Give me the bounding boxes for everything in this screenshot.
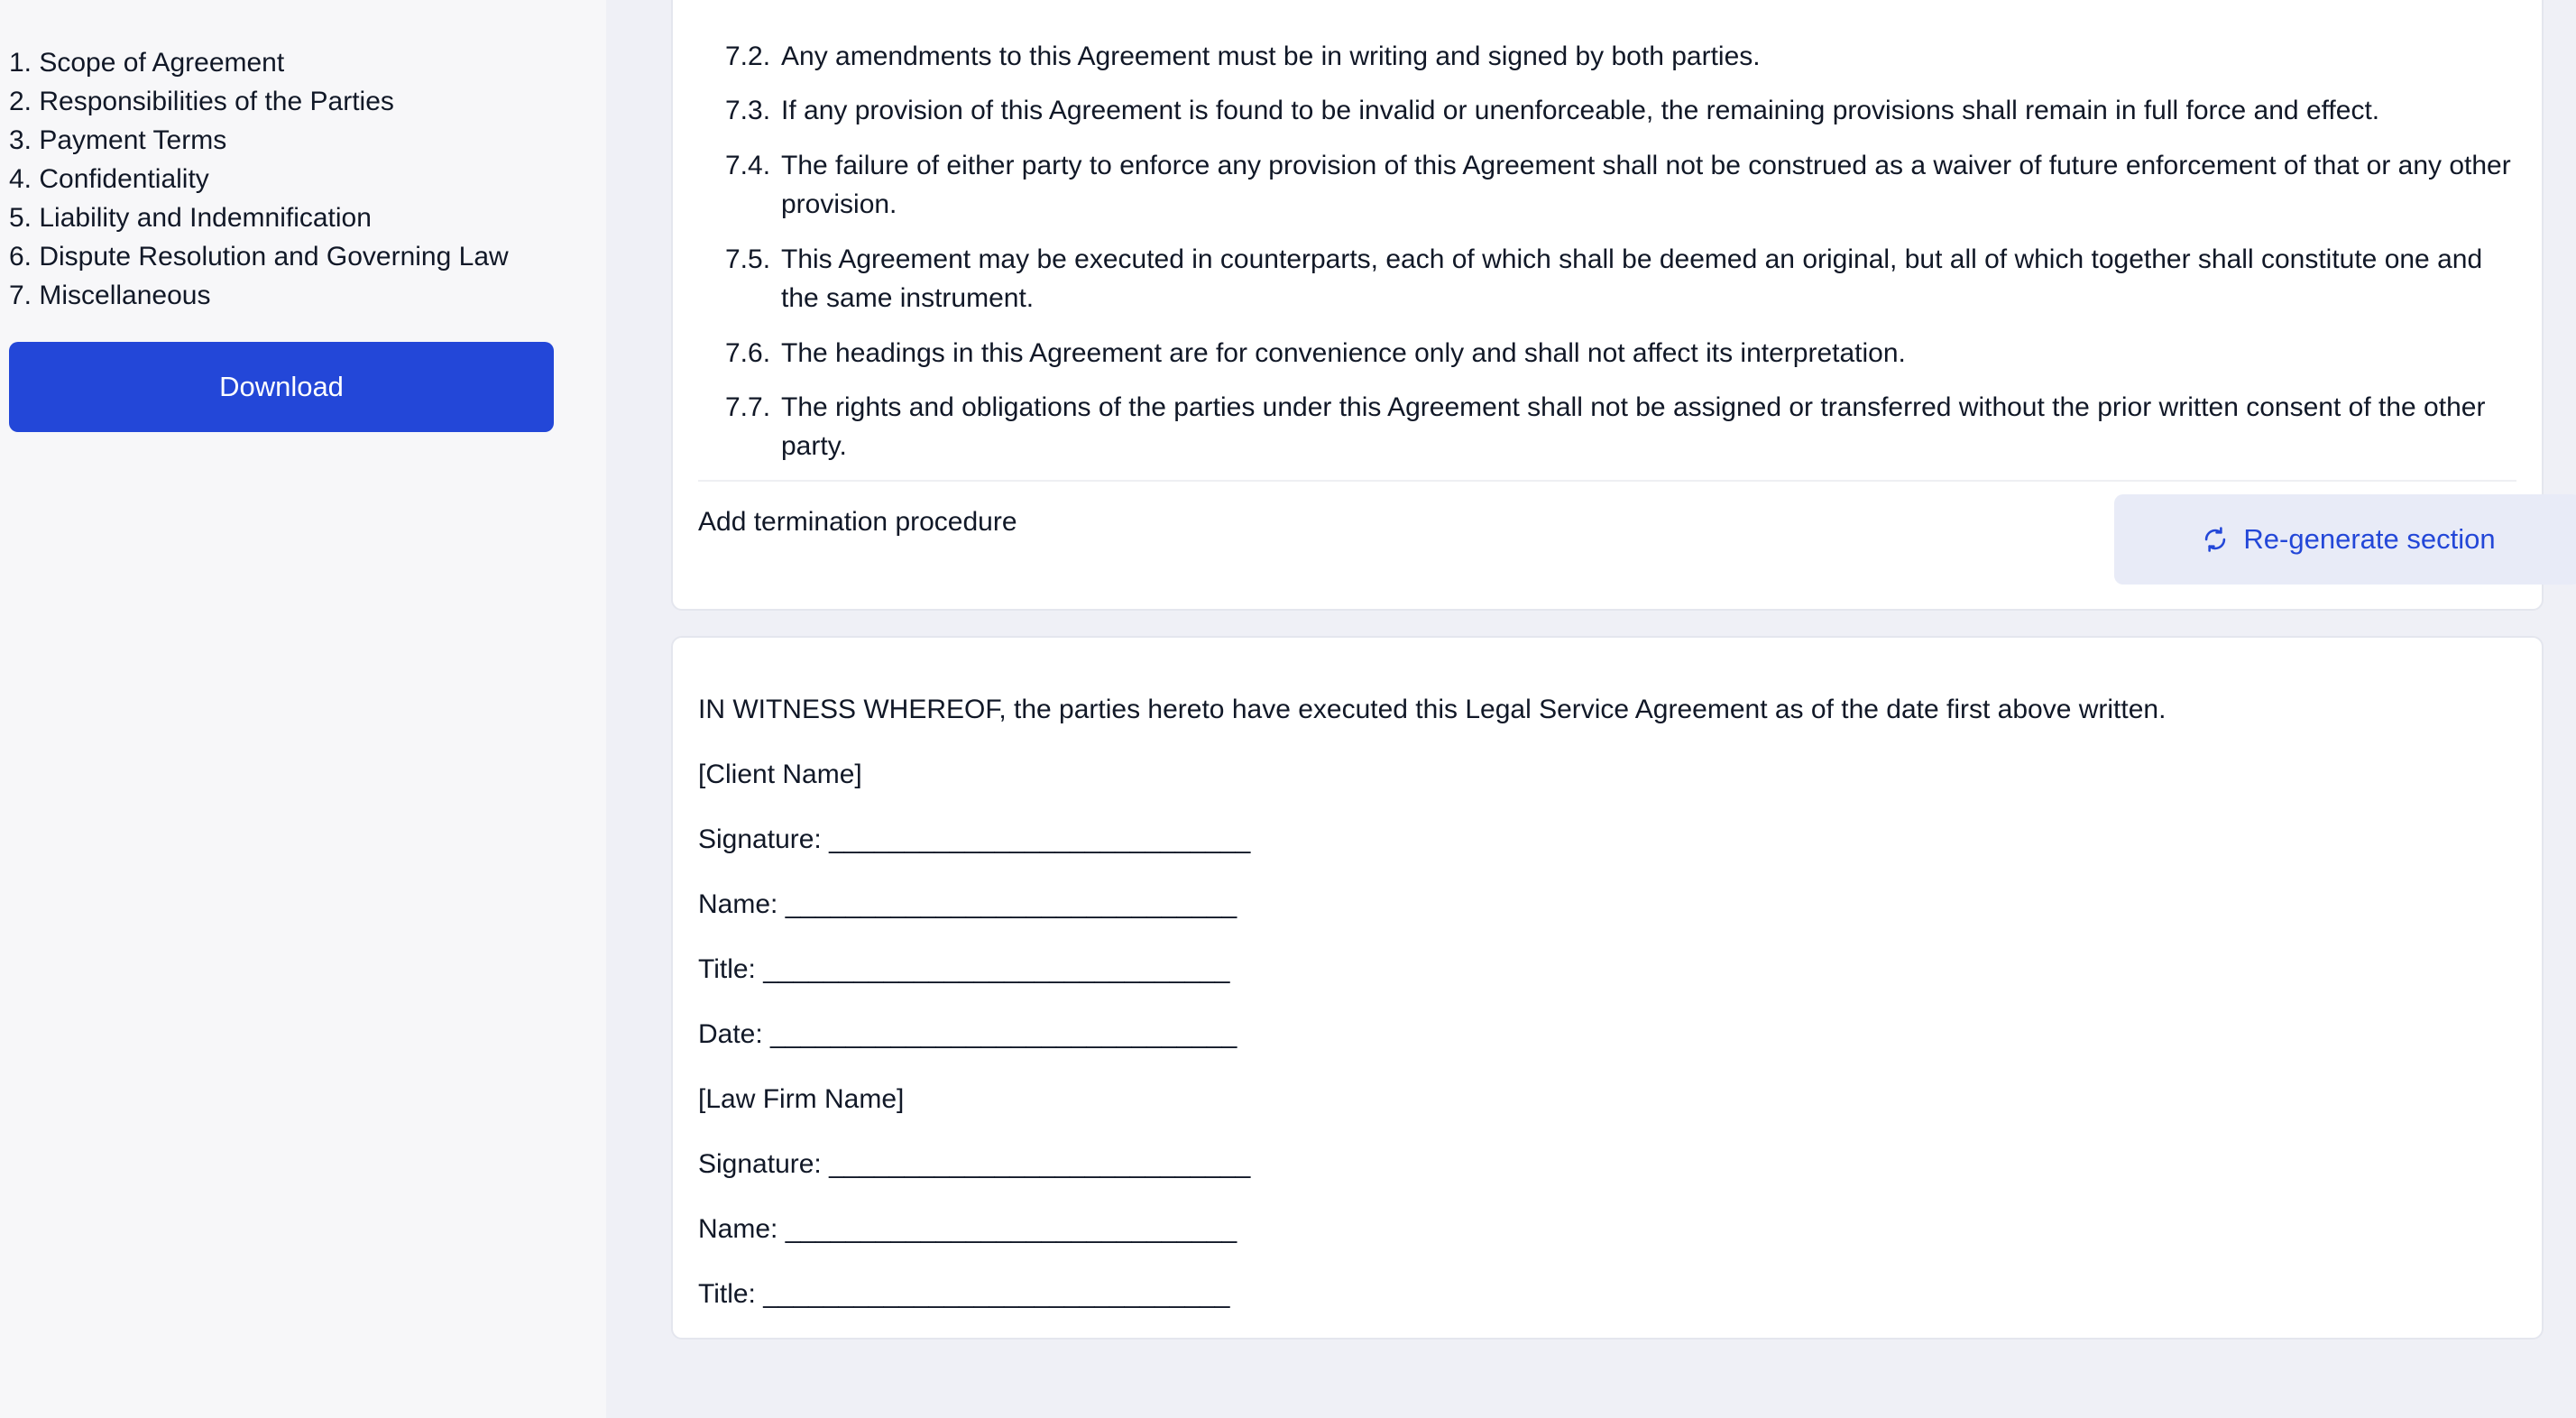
download-button[interactable]: Download xyxy=(9,342,554,432)
firm-name-heading: [Law Firm Name] xyxy=(698,1084,905,1114)
toc-item-confidentiality[interactable]: 4. Confidentiality xyxy=(9,164,209,194)
section-instruction[interactable]: Add termination procedure xyxy=(698,507,1017,537)
toc-item-dispute[interactable]: 6. Dispute Resolution and Governing Law xyxy=(9,242,509,272)
regenerate-section-button[interactable] xyxy=(2114,494,2576,585)
clause-text: The rights and obligations of the parties under this Agreement shall not be assigned or transferred without the prior written consent of the other party. xyxy=(781,392,2486,461)
clause-7-2 xyxy=(725,37,2511,76)
table-of-contents xyxy=(9,43,509,315)
witness-statement: IN WITNESS WHEREOF, the parties hereto have executed this Legal Service Agreement as of the date first above written. xyxy=(698,695,2167,724)
client-name-line: Name: ______________________________ xyxy=(698,889,1237,919)
clause-text: The failure of either party to enforce any provision of this Agreement shall not be construed as a waiver of future enforcement of that or any other provision. xyxy=(781,151,2511,219)
clause-text: This Agreement may be executed in counterparts, each of which shall be deemed an original, but all of which together shall constitute one and the same instrument. xyxy=(781,244,2483,313)
section-divider xyxy=(698,480,2516,482)
clause-number: 7.5. xyxy=(725,244,771,274)
clause-7-6 xyxy=(725,334,2511,373)
sidebar xyxy=(0,0,606,1418)
clause-number: 7.3. xyxy=(725,96,771,125)
clause-7-7 xyxy=(725,388,2511,465)
clause-number: 7.6. xyxy=(725,338,771,368)
firm-title-line: Title: _______________________________ xyxy=(698,1279,1230,1309)
client-date-line: Date: _______________________________ xyxy=(698,1019,1237,1049)
clause-7-4 xyxy=(725,146,2511,224)
clause-7-5 xyxy=(725,240,2511,318)
toc-item-scope[interactable]: 1. Scope of Agreement xyxy=(9,48,285,78)
toc-item-responsibilities[interactable]: 2. Responsibilities of the Parties xyxy=(9,87,394,116)
clause-text: Any amendments to this Agreement must be in writing and signed by both parties. xyxy=(781,41,1761,71)
regenerate-section-label: Re-generate section xyxy=(2243,523,2496,555)
client-signature-line: Signature: ____________________________ xyxy=(698,824,1251,854)
firm-name-line: Name: ______________________________ xyxy=(698,1214,1237,1244)
section-card-miscellaneous xyxy=(671,0,2544,611)
client-name-heading: [Client Name] xyxy=(698,760,862,789)
refresh-icon xyxy=(2200,524,2231,555)
clause-text: The headings in this Agreement are for convenience only and shall not affect its interpretation. xyxy=(781,338,1906,368)
toc-item-miscellaneous[interactable]: 7. Miscellaneous xyxy=(9,281,211,310)
clause-7-3 xyxy=(725,91,2511,130)
toc-item-liability[interactable]: 5. Liability and Indemnification xyxy=(9,203,372,233)
clause-number: 7.2. xyxy=(725,41,771,71)
clause-text: If any provision of this Agreement is found to be invalid or unenforceable, the remaining provisions shall remain in full force and effect. xyxy=(781,96,2380,125)
firm-signature-line: Signature: ____________________________ xyxy=(698,1149,1251,1179)
signature-card xyxy=(671,636,2544,1340)
clause-number: 7.7. xyxy=(725,392,771,422)
document-area xyxy=(606,0,2576,1418)
clause-number: 7.4. xyxy=(725,151,771,180)
toc-item-payment[interactable]: 3. Payment Terms xyxy=(9,125,227,155)
client-title-line: Title: _______________________________ xyxy=(698,954,1230,984)
